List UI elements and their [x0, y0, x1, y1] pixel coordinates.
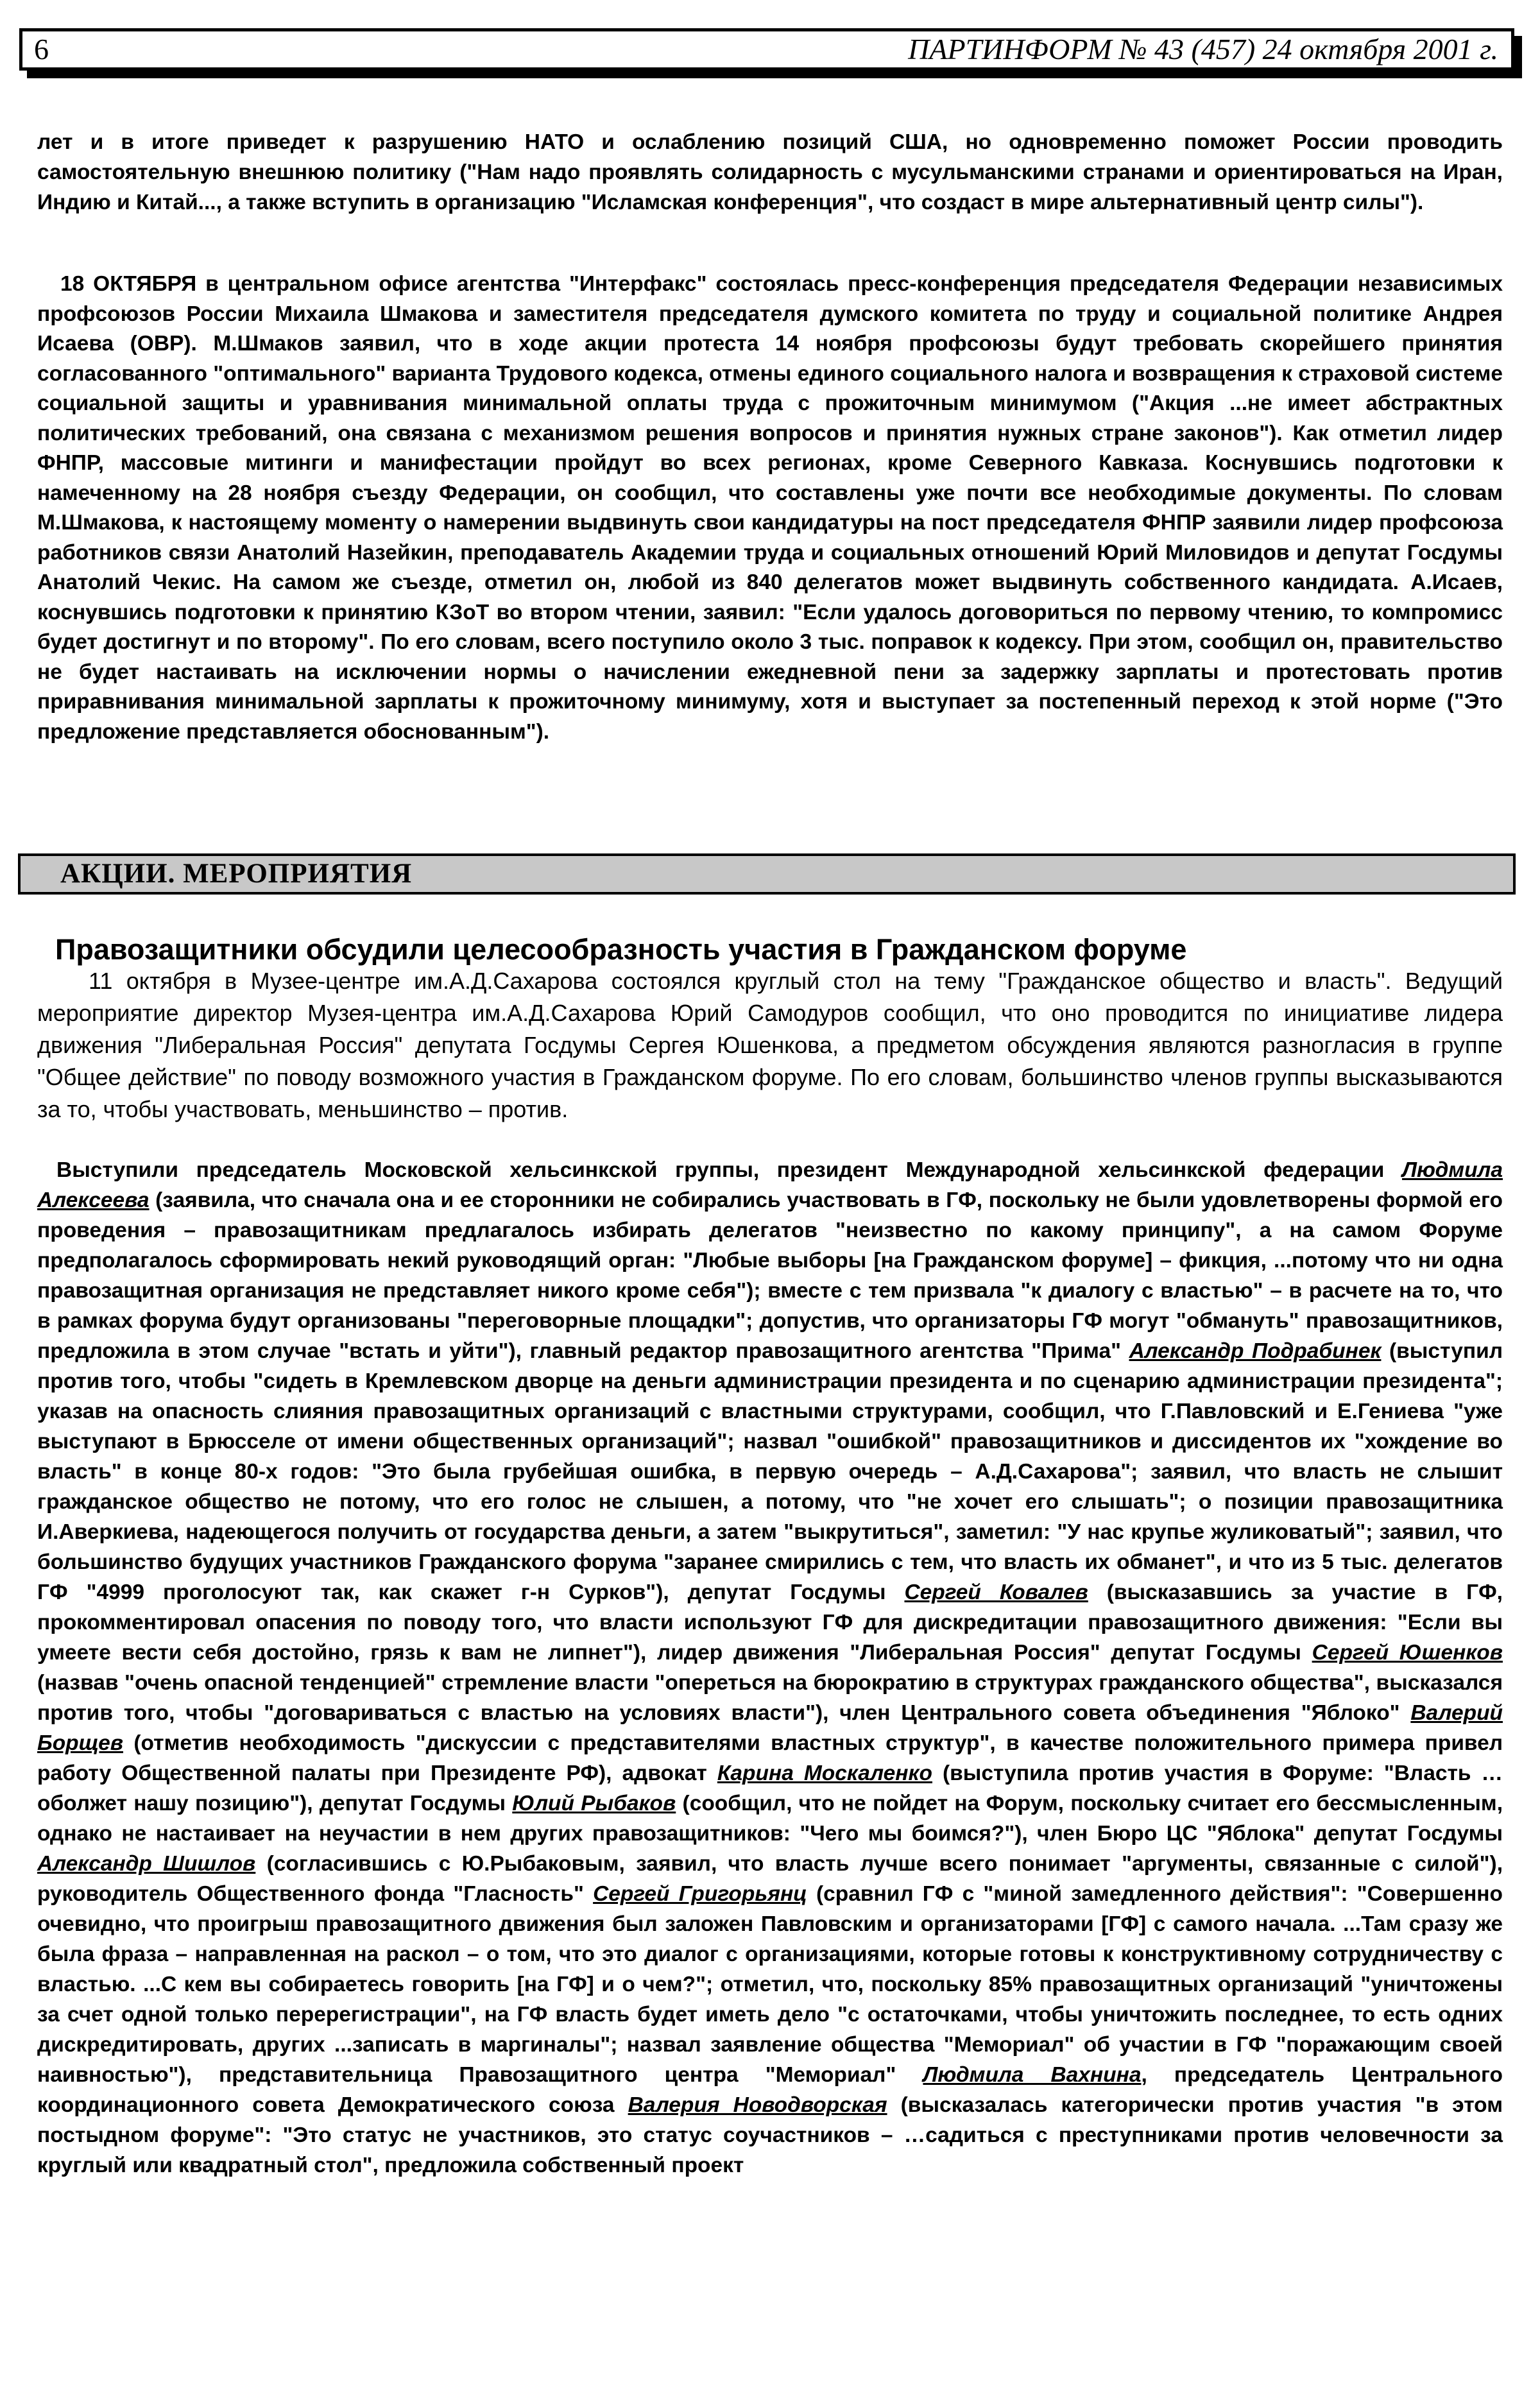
- body-text: (выступила против участия в Форуме: "Власть …оболжет нашу позицию"), депутат Госдумы: [37, 1761, 1503, 1815]
- person-name: Александр Подрабинек: [1129, 1339, 1382, 1363]
- body-text: (назвав "очень опасной тенденцией" стремление власти "опереться на бюрократию в структурах гражданского общества", высказался против того, чтобы "договариваться с властью на условиях власти"), член Центрального совета объединения "Яблоко": [37, 1671, 1503, 1725]
- page-number: 6: [34, 33, 49, 65]
- person-name: Сергей Юшенков: [1312, 1641, 1503, 1665]
- intro-paragraph: лет и в итоге приведет к разрушению НАТО и ослаблению позиций США, но одновременно поможет России проводить самостоятельную внешнюю политику ("Нам надо проявлять солидарность с мусульманскими странами и ориентироваться на Иран, Индию и Китай..., а также вступить в организацию "Исламская конференция", что создаст в мире альтернативный центр силы").: [37, 130, 1503, 214]
- body-text: (заявила, что сначала она и ее сторонники не собирались участвовать в ГФ, поскольку не были удовлетворены формой его проведения – правозащитникам предлагалось избирать делегатов "неизвестно по какому принципу", а на самом Форуме предполагалось сформировать некий руководящий орган: "Любые выборы [на Гражданском форуме] – фикция, ...потому что ни одна правозащитная организация не представляет никого кроме себя"); вместе с тем призвала "к диалогу с властью" – в расчете на то, что в рамках форума будут организованы "переговорные площадки"; допустив, что организаторы ГФ могут "обмануть" правозащитников, предложила в этом случае "встать и уйти"), главный редактор правозащитного агентства "Прима": [37, 1188, 1503, 1363]
- person-name: Карина Москаленко: [717, 1761, 932, 1785]
- article-body: [37, 1155, 1503, 2181]
- body-text: Выступили председатель Московской хельсинкской группы, президент Международной хельсинкской федерации: [56, 1158, 1403, 1182]
- body-text: (выступил против того, чтобы "сидеть в Кремлевском дворце на деньги администрации президента и по сценарию администрации президента"; указав на опасность слияния правозащитных организаций с властными структурами, сообщил, что Г.Павловский и Е.Гениева "уже выступают в Брюсселе от имени общественных организаций"; назвал "ошибкой" правозащитников и диссидентов их "хождение во власть" в конце 80-х годов: "Это была грубейшая ошибка, в первую очередь – А.Д.Сахарова"; заявил, что власть не слышит гражданское общество не потому, что его голос не слышен, а потому, что "не хочет его слышать"; о позиции правозащитника И.Аверкиева, надеющегося получить от государства деньги, а затем "выкрутиться", заметил: "У нас крупье жуликоватый"; заявил, что большинство будущих участников Гражданского форума "заранее смирились с тем, что власть их обманет", и что из 5 тыс. делегатов ГФ "4999 проголосуют так, как скажет г-н Сурков"), депутат Госдумы: [37, 1339, 1503, 1604]
- section-heading-bar: [18, 853, 1516, 895]
- person-name: Сергей Ковалев: [904, 1581, 1088, 1604]
- body-text: (отметив необходимость "дискуссии с представителями властных структур", в качестве положительного примера привел работу Общественной палаты при Президенте РФ), адвокат: [37, 1731, 1503, 1785]
- publication-title: ПАРТИНФОРМ № 43 (457) 24 октября 2001 г.: [908, 33, 1498, 65]
- section-title: АКЦИИ. МЕРОПРИЯТИЯ: [60, 859, 413, 889]
- body-text: (высказалась категорически против участия "в этом постыдном форуме": "Это статус не участников, это статус соучастников – …садиться с преступниками против человечности за круглый или квадратный стол", предложила собственный проект: [37, 2093, 1503, 2177]
- body-text: (сообщил, что не пойдет на Форум, поскольку считает его бессмысленным, однако не настаивает на неучастии в нем других правозащитников: "Чего мы боимся?"), член Бюро ЦС "Яблока" депутат Госдумы: [37, 1792, 1503, 1846]
- person-name: Юлий Рыбаков: [512, 1792, 676, 1815]
- person-name: Валерия Новодворская: [628, 2093, 887, 2117]
- article-headline: Правозащитники обсудили целесообразность участия в Гражданском форуме: [55, 933, 1187, 966]
- body-text: (сравнил ГФ с "миной замедленного действия": "Совершенно очевидно, что проигрыш правозащитного движения был заложен Павловским и организаторами [ГФ] с самого начала. ...Там сразу же была фраза – направленная на раскол – о том, что это диалог с организациями, которые готовы к конструктивному сотрудничеству с властью. ...С кем вы собираетесь говорить [на ГФ] и о чем?"; отметил, что, поскольку 85% правозащитных организаций "уничтожены за счет одной только перерегистрации", на ГФ власть будет иметь дело "с остаточками, чтобы уничтожить последнее, то есть одних дискредитировать, других ...записать в маргиналы"; назвал заявление общества "Мемориал" об участии в ГФ "поражающим своей наивностью"), представительница Правозащитного центра "Мемориал": [37, 1882, 1503, 2087]
- body-text: (согласившись с Ю.Рыбаковым, заявил, что власть лучше всего понимает "аргументы, связанные с силой"), руководитель Общественного фонда "Гласность": [37, 1852, 1503, 1906]
- article-body-paragraph: [37, 1155, 1503, 2181]
- body-text: (высказавшись за участие в ГФ, прокомментировал опасения по поводу того, что власти используют ГФ для дискредитации правозащитного движения: "Если вы умеете вести себя достойно, грязь к вам не липнет"), лидер движения "Либеральная Россия" депутат Госдумы: [37, 1581, 1503, 1665]
- person-name: Людмила Алексеева: [37, 1158, 1503, 1212]
- person-name: Людмила Вахнина: [923, 2063, 1142, 2087]
- person-name: Валерий Борщев: [37, 1701, 1503, 1755]
- page-header: [19, 28, 1514, 71]
- body-text: , председатель Центрального координационного совета Демократического союза: [37, 2063, 1503, 2117]
- article-lead: 11 октября в Музее-центре им.А.Д.Сахарова состоялся круглый стол на тему "Гражданское общество и власть". Ведущий мероприятие директор Музея-центра им.А.Д.Сахарова Юрий Самодуров сообщил, что оно проводится по инициативе лидера движения "Либеральная Россия" депутата Госдумы Сергея Юшенкова, а предметом обсуждения являются разногласия в группе "Общее действие" по поводу возможного участия в Гражданском форуме. По его словам, большинство членов группы высказываются за то, чтобы участвовать, меньшинство – против.: [37, 968, 1503, 1122]
- news-paragraph: 18 ОКТЯБРЯ в центральном офисе агентства "Интерфакс" состоялась пресс-конференция председателя Федерации независимых профсоюзов России Михаила Шмакова и заместителя председателя думского комитета по труду и социальной политике Андрея Исаева (ОВР). М.Шмаков заявил, что в ходе акции протеста 14 ноября профсоюзы будут требовать скорейшего принятия согласованного "оптимального" варианта Трудового кодекса, отмены единого социального налога и возвращения к страховой системе социальной защиты и уравнивания минимальной оплаты труда с прожиточным минимумом ("Акция ...не имеет абстрактных политических требований, она связана с механизмом решения вопросов и принятия нужных стране законов"). Как отметил лидер ФНПР, массовые митинги и манифестации пройдут во всех регионах, кроме Северного Кавказа. Коснувшись подготовки к намеченному на 28 ноября съезду Федерации, он сообщил, что составлены уже почти все необходимые документы. По словам М.Шмакова, к настоящему моменту о намерении выдвинуть свои кандидатуры на пост председателя ФНПР заявили лидер профсоюза работников связи Анатолий Назейкин, преподаватель Академии труда и социальных отношений Юрий Миловидов и депутат Госдумы Анатолий Чекис. На самом же съезде, отметил он, любой из 840 делегатов может выдвинуть собственного кандидата. А.Исаев, коснувшись подготовки к принятию КЗоТ во втором чтении, заявил: "Если удалось договориться по первому чтению, то компромисс будет достигнут и по второму". По его словам, всего поступило около 3 тыс. поправок к кодексу. При этом, сообщил он, правительство не будет настаивать на исключении нормы о начислении ежедневной пени за задержку зарплаты и протестовать против приравнивания минимальной зарплаты к прожиточному минимуму, хотя и выступает за постепенный переход к этой норме ("Это предложение представляется обоснованным").: [37, 272, 1503, 744]
- person-name: Сергей Григорьянц: [593, 1882, 807, 1906]
- person-name: Александр Шишлов: [37, 1852, 256, 1876]
